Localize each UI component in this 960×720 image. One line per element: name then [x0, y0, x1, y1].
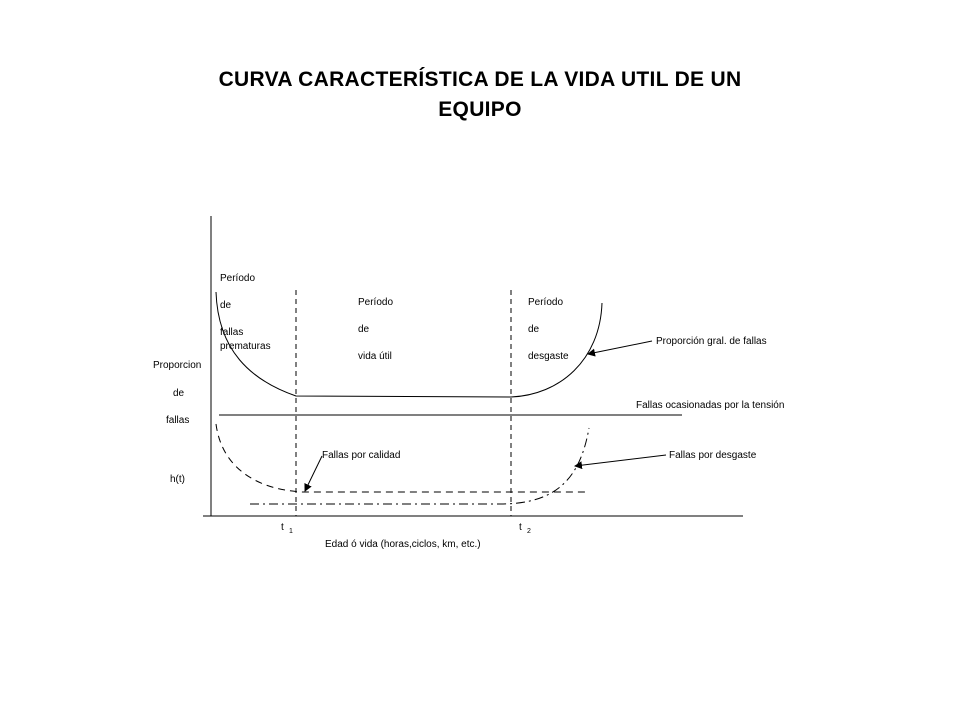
x-axis-label: Edad ó vida (horas,ciclos, km, etc.) [325, 539, 481, 550]
t1-tick-label: t [281, 522, 284, 533]
general-failure-arrow [588, 341, 652, 354]
useful-period-label-3: vida útil [358, 351, 392, 362]
wearout-period-label-1: Período [528, 297, 564, 308]
wear-failure-arrow [575, 455, 666, 466]
premature-period-label-2: de [220, 300, 232, 311]
tension-failure-label: Fallas ocasionadas por la tensión [636, 400, 785, 411]
general-failure-label: Proporción gral. de fallas [656, 336, 767, 347]
quality-failure-label: Fallas por calidad [322, 450, 401, 461]
y-axis-label-line-4: h(t) [170, 474, 185, 485]
diagram-title-line-2: EQUIPO [438, 98, 522, 121]
quality-failure-arrow [305, 456, 322, 491]
t1-tick-subscript: 1 [289, 528, 293, 535]
useful-period-label-2: de [358, 324, 370, 335]
t2-tick-subscript: 2 [527, 528, 531, 535]
premature-period-label-4: prematuras [220, 341, 271, 352]
wearout-period-label-2: de [528, 324, 540, 335]
premature-period-label-3: fallas [220, 327, 244, 338]
wear-failure-curve [250, 428, 589, 504]
premature-period-label-1: Período [220, 273, 256, 284]
wear-failure-label: Fallas por desgaste [669, 450, 757, 461]
useful-period-label-1: Período [358, 297, 394, 308]
diagram-title-line-1: CURVA CARACTERÍSTICA DE LA VIDA UTIL DE UN [218, 68, 742, 91]
y-axis-label-line-2: de [173, 388, 185, 399]
y-axis-label-line-1: Proporcion [153, 360, 202, 371]
quality-failure-curve [216, 424, 586, 492]
wearout-period-label-3: desgaste [528, 351, 569, 362]
t2-tick-label: t [519, 522, 522, 533]
y-axis-label-line-3: fallas [166, 415, 190, 426]
